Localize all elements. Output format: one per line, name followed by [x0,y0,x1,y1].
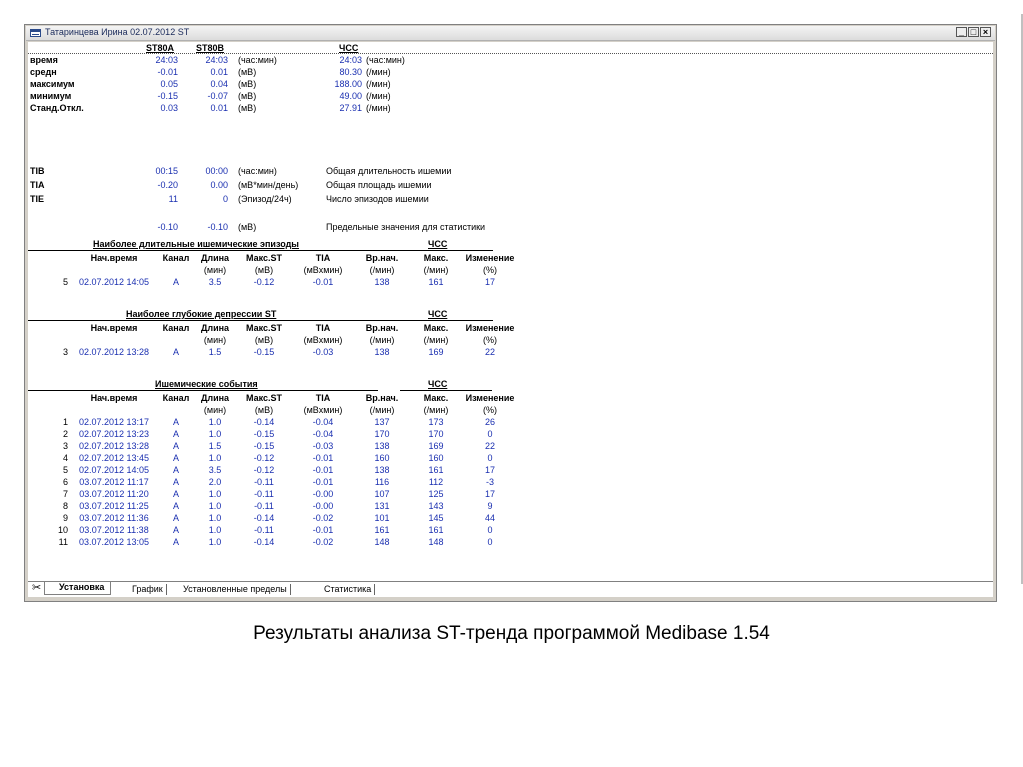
title-bar[interactable] [26,26,995,41]
table-cell: 10 [57,525,68,535]
stat-unit: (мВ) [238,79,257,89]
table-cell: -0.02 [312,513,334,523]
column-header-length: Длина [200,323,230,333]
column-unit-u_maxst: (мВ) [254,335,274,345]
table-cell: 138 [374,441,390,451]
table-cell: -0.11 [254,489,274,499]
table-cell: 5 [62,277,68,287]
stat-label: время [30,55,58,65]
table-cell: 03.07.2012 11:38 [79,525,149,535]
column-unit-u_hrstart: (/мин) [369,405,395,415]
table-cell: 22 [484,347,495,357]
table-cell: A [172,429,179,439]
stat-hr-unit: (/мин) [366,67,391,77]
table-cell: -0.04 [312,417,334,427]
table-cell: A [172,465,179,475]
table-cell: 3.5 [208,277,222,287]
close-button[interactable]: × [980,27,991,37]
column-header-start: Нач.время [90,323,138,333]
table-cell: 1.0 [208,429,222,439]
table-cell: 9 [487,501,493,511]
table-cell: -0.01 [312,465,334,475]
stat-value-b: 0.01 [210,103,228,113]
stat-hr-unit: (/мин) [366,79,391,89]
table-cell: -0.03 [312,441,334,451]
table-cell: A [172,489,179,499]
app-window [24,24,997,602]
ischemia-value-b: 0.00 [210,180,228,190]
window-title: Татаринцева Ирина 02.07.2012 ST [45,27,190,37]
table-cell: 03.07.2012 11:25 [79,501,149,511]
table-cell: -0.03 [312,347,334,357]
stat-label: Станд.Откл. [30,103,84,113]
column-unit-u_hrmax: (/мин) [423,265,449,275]
table-cell: 1.0 [208,537,222,547]
table-cell: 0 [487,525,493,535]
column-header-tia: TIA [315,253,331,263]
limit-value-b: -0.10 [207,222,228,232]
slide-caption: Результаты анализа ST-тренда программой Medibase 1.54 [253,623,770,644]
stat-hr-unit: (/мин) [366,91,391,101]
column-header-change: Изменение [465,393,515,403]
ischemia-desc: Общая длительность ишемии [326,166,452,176]
section-title: Ишемические события [155,379,258,389]
column-header-channel: Канал [162,323,190,333]
table-cell: A [172,347,179,357]
section-rule [28,250,493,251]
section-rule [28,320,493,321]
column-unit-u_length: (мин) [203,265,227,275]
ischemia-unit: (Эпизод/24ч) [238,194,292,204]
table-cell: 22 [484,441,495,451]
stat-value-a: 24:03 [155,55,178,65]
ischemia-value-a: -0.20 [157,180,178,190]
table-cell: 161 [428,525,444,535]
table-cell: 125 [428,489,444,499]
table-cell: 173 [428,417,444,427]
column-header-hrmax: Макс. [423,253,449,263]
table-cell: 02.07.2012 13:23 [78,429,150,439]
table-cell: 0 [487,429,493,439]
section-rule-hr [400,390,492,391]
stat-value-hr: 188.00 [334,79,362,89]
table-cell: -0.01 [312,525,334,535]
column-unit-u_tia: (мВхмин) [303,265,343,275]
section-rule [28,390,378,391]
table-cell: 161 [428,277,444,287]
column-header-hrstart: Вр.нач. [365,393,399,403]
table-cell: 03.07.2012 11:17 [79,477,149,487]
column-header-length: Длина [200,253,230,263]
limit-unit: (мВ) [238,222,257,232]
stat-value-hr: 24:03 [339,55,362,65]
column-header-hrstart: Вр.нач. [365,323,399,333]
ischemia-value-b: 0 [222,194,228,204]
limit-value-a: -0.10 [157,222,178,232]
table-cell: -3 [485,477,494,487]
column-header-maxst: Макс.ST [245,393,282,403]
col-header-st80b: ST80B [196,43,225,53]
table-cell: -0.00 [312,501,334,511]
table-cell: 137 [374,417,390,427]
stat-value-b: 0.01 [210,67,228,77]
column-unit-u_length: (мин) [203,405,227,415]
ischemia-unit: (час:мин) [238,166,277,176]
stat-hr-unit: (час:мин) [366,55,405,65]
table-cell: 1.0 [208,513,222,523]
maximize-button[interactable]: □ [968,27,979,37]
table-cell: 138 [374,465,390,475]
column-header-channel: Канал [162,253,190,263]
table-cell: -0.14 [253,537,275,547]
table-cell: 11 [58,537,68,547]
column-header-maxst: Макс.ST [245,323,282,333]
section-title: Наиболее длительные ишемические эпизоды [93,239,299,249]
column-unit-u_hrmax: (/мин) [423,405,449,415]
table-cell: 02.07.2012 13:28 [78,347,150,357]
table-cell: 161 [428,465,444,475]
table-cell: 160 [428,453,444,463]
section-title: Наиболее глубокие депрессии ST [126,309,277,319]
stat-label: средн [30,67,57,77]
table-cell: A [172,417,179,427]
table-cell: 03.07.2012 11:20 [79,489,149,499]
stat-value-a: -0.15 [157,91,178,101]
table-cell: 03.07.2012 13:05 [78,537,150,547]
table-cell: 161 [374,525,390,535]
table-cell: -0.11 [254,501,274,511]
table-cell: 3.5 [208,465,222,475]
table-cell: -0.01 [312,453,334,463]
ischemia-unit: (мВ*мин/день) [238,180,299,190]
column-unit-u_length: (мин) [203,335,227,345]
column-header-hrmax: Макс. [423,323,449,333]
table-cell: A [172,477,179,487]
column-header-start: Нач.время [90,393,138,403]
table-cell: A [172,277,179,287]
stat-label: максимум [30,79,75,89]
limit-desc: Предельные значения для статистики [326,222,486,232]
stat-value-b: -0.07 [207,91,228,101]
table-cell: 170 [374,429,390,439]
table-cell: 2 [62,429,68,439]
stat-hr-unit: (/мин) [366,103,391,113]
section-hr-title: ЧСС [428,379,448,389]
ischemia-value-b: 00:00 [205,166,228,176]
report-area [28,42,993,597]
table-cell: 116 [374,477,390,487]
table-cell: 7 [62,489,68,499]
table-cell: 02.07.2012 14:05 [78,465,150,475]
table-cell: -0.11 [254,477,274,487]
column-unit-u_hrmax: (/мин) [423,335,449,345]
table-cell: 0 [487,453,493,463]
window-menu-icon[interactable] [30,29,41,37]
table-cell: -0.01 [312,277,334,287]
col-header-hr: ЧСС [339,43,359,53]
table-cell: 9 [62,513,68,523]
section-hr-title: ЧСС [428,309,448,319]
table-cell: 131 [374,501,390,511]
table-cell: 145 [428,513,444,523]
table-cell: 8 [62,501,68,511]
table-cell: 17 [484,489,495,499]
stat-value-hr: 27.91 [339,103,362,113]
table-cell: A [172,513,179,523]
stat-unit: (мВ) [238,103,257,113]
ischemia-label: TIB [30,166,45,176]
stat-unit: (час:мин) [238,55,277,65]
stat-value-a: 0.03 [160,103,178,113]
column-header-length: Длина [200,393,230,403]
stat-value-b: 0.04 [210,79,228,89]
stat-value-b: 24:03 [205,55,228,65]
table-cell: -0.04 [312,429,334,439]
table-cell: -0.14 [253,513,275,523]
table-cell: -0.15 [253,429,275,439]
table-cell: 112 [428,477,444,487]
ischemia-value-a: 11 [168,194,178,204]
table-cell: 169 [428,441,444,451]
table-cell: 138 [374,277,390,287]
table-cell: -0.15 [253,441,275,451]
table-cell: 1.0 [208,417,222,427]
table-cell: 02.07.2012 13:45 [78,453,150,463]
table-cell: 1.5 [208,441,222,451]
table-cell: 1 [62,417,68,427]
stat-value-hr: 49.00 [339,91,362,101]
table-cell: 3 [62,441,68,451]
table-cell: A [172,501,179,511]
column-unit-u_maxst: (мВ) [254,405,274,415]
ischemia-desc: Общая площадь ишемии [326,180,432,190]
table-cell: 138 [374,347,390,357]
table-cell: -0.14 [253,417,275,427]
table-cell: 5 [62,465,68,475]
table-cell: 107 [374,489,390,499]
table-cell: 02.07.2012 14:05 [78,277,150,287]
column-unit-u_change: (%) [483,335,497,345]
table-cell: A [172,537,179,547]
table-cell: A [172,525,179,535]
column-header-tia: TIA [315,393,331,403]
table-cell: 1.0 [208,525,222,535]
column-header-maxst: Макс.ST [245,253,282,263]
table-cell: 2.0 [208,477,222,487]
table-cell: 169 [428,347,444,357]
column-header-hrmax: Макс. [423,393,449,403]
column-unit-u_tia: (мВхмин) [303,335,343,345]
table-cell: 6 [62,477,68,487]
column-unit-u_hrstart: (/мин) [369,335,395,345]
section-hr-title: ЧСС [428,239,448,249]
table-cell: -0.12 [253,277,275,287]
col-header-st80a: ST80A [146,43,175,53]
table-cell: -0.02 [312,537,334,547]
tab-statistics[interactable]: Статистика [324,584,375,595]
table-cell: -0.12 [253,453,275,463]
table-cell: 02.07.2012 13:17 [78,417,150,427]
stat-label: минимум [30,91,72,101]
table-cell: 0 [487,537,493,547]
column-header-change: Изменение [465,323,515,333]
table-cell: 148 [374,537,390,547]
column-unit-u_hrstart: (/мин) [369,265,395,275]
table-cell: 1.0 [208,489,222,499]
column-unit-u_change: (%) [483,265,497,275]
column-header-change: Изменение [465,253,515,263]
ischemia-value-a: 00:15 [155,166,178,176]
stat-value-a: -0.01 [157,67,178,77]
column-unit-u_tia: (мВхмин) [303,405,343,415]
table-cell: 160 [374,453,390,463]
table-cell: -0.01 [312,477,334,487]
stat-value-a: 0.05 [160,79,178,89]
table-cell: -0.11 [254,525,274,535]
scissors-icon[interactable]: ✂ [32,582,42,594]
table-cell: 26 [484,417,495,427]
tab-chart[interactable]: График [132,584,167,595]
table-cell: 17 [484,465,495,475]
table-cell: A [172,453,179,463]
table-cell: 02.07.2012 13:28 [78,441,150,451]
column-header-tia: TIA [315,323,331,333]
stat-unit: (мВ) [238,67,257,77]
tab-bar [28,581,993,597]
tab-setup[interactable]: Установка [44,582,111,595]
tab-limits[interactable]: Установленные пределы [183,584,291,595]
table-cell: -0.12 [253,465,275,475]
table-cell: 1.0 [208,453,222,463]
ischemia-label: TIA [30,180,45,190]
minimize-button[interactable]: _ [956,27,967,37]
column-unit-u_maxst: (мВ) [254,265,274,275]
column-header-channel: Канал [162,393,190,403]
table-cell: 148 [428,537,444,547]
table-cell: 101 [374,513,390,523]
table-cell: 170 [428,429,444,439]
table-cell: 44 [484,513,495,523]
table-cell: 4 [62,453,68,463]
table-cell: 03.07.2012 11:36 [79,513,149,523]
table-cell: 17 [484,277,495,287]
table-cell: 1.0 [208,501,222,511]
table-cell: 3 [62,347,68,357]
table-cell: -0.00 [312,489,334,499]
stat-unit: (мВ) [238,91,257,101]
table-cell: -0.15 [253,347,275,357]
ischemia-label: TIE [30,194,45,204]
column-unit-u_change: (%) [483,405,497,415]
column-header-start: Нач.время [90,253,138,263]
table-cell: 143 [428,501,444,511]
stat-value-hr: 80.30 [339,67,362,77]
window-controls [956,27,991,37]
column-header-hrstart: Вр.нач. [365,253,399,263]
table-cell: A [172,441,179,451]
table-cell: 1.5 [208,347,222,357]
ischemia-desc: Число эпизодов ишемии [326,194,429,204]
